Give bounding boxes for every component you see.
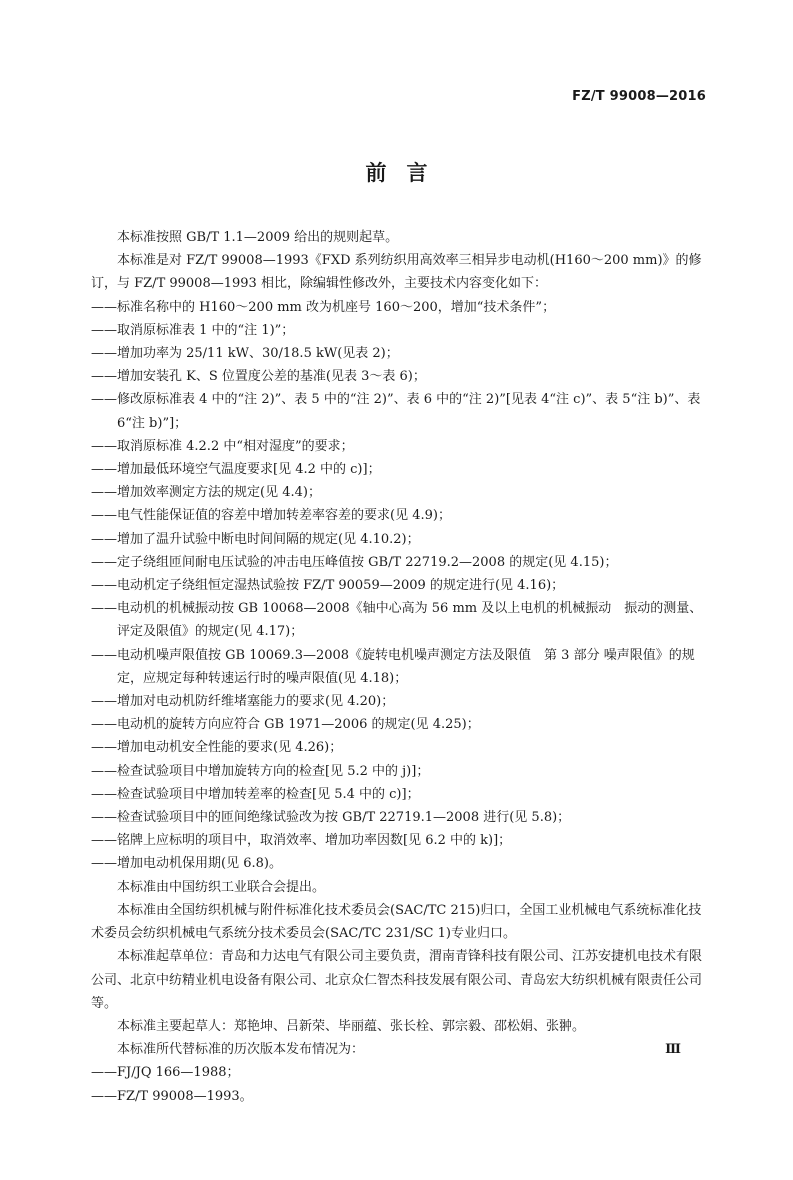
list-item: ——取消原标准表 1 中的“注 1)”； bbox=[91, 322, 295, 338]
list-item: ——检查试验项目中的匝间绝缘试验改为按 GB/T 22719.1—2008 进行(见 5.8)； bbox=[91, 810, 571, 826]
list-item: ——电动机的机械振动按 GB 10068—2008《轴中心高为 56 mm 及以上电机的机械振动 振动的测量、评定及限值》的规定(见 4.17)； bbox=[91, 601, 703, 640]
body-paragraph: 本标准起草单位：青岛和力达电气有限公司主要负责，渭南青锋科技有限公司、江苏安捷机电技术有限公司、北京中纺精业机电设备有限公司、北京众仁智杰科技发展有限公司、青岛宏大纺织机械有限责任公司等。 bbox=[91, 949, 703, 1011]
list-item: ——电动机定子绕组恒定湿热试验按 FZ/T 90059—2009 的规定进行(见 4.16)； bbox=[91, 578, 565, 594]
list-item: ——增加安装孔 K、S 位置度公差的基准(见表 3～表 6)； bbox=[91, 369, 426, 385]
page-title: 前言 bbox=[365, 161, 448, 185]
list-item: ——增加最低环境空气温度要求[见 4.2 中的 c)]； bbox=[91, 462, 381, 478]
body-paragraph: 本标准主要起草人：郑艳坤、吕新荣、毕丽蕴、张长栓、郭宗毅、邵松娟、张翀。 bbox=[117, 1018, 586, 1034]
list-item: ——增加效率测定方法的规定(见 4.4)； bbox=[91, 485, 321, 501]
list-item: ——检查试验项目中增加旋转方向的检查[见 5.2 中的 j)]； bbox=[91, 763, 430, 779]
intro-paragraph: 本标准是对 FZ/T 99008—1993《FXD 系列纺织用高效率三相异步电动机(H160～200 mm)》的修订，与 FZ/T 99008—1993 相比，除编辑性修改外，主要技术内容变化如下： bbox=[91, 253, 702, 292]
list-item: ——增加对电动机防纤维堵塞能力的要求(见 4.20)； bbox=[91, 694, 395, 710]
list-item: ——电动机噪声限值按 GB 10069.3—2008《旋转电机噪声测定方法及限值 第 3 部分 噪声限值》的规定，应规定每种转速运行时的噪声限值(见 4.18)； bbox=[91, 647, 695, 686]
list-item: ——增加电动机安全性能的要求(见 4.26)； bbox=[91, 740, 343, 756]
page-number: Ⅲ bbox=[665, 1042, 681, 1057]
list-item: ——铭牌上应标明的项目中，取消效率、增加功率因数[见 6.2 中的 k)]； bbox=[91, 833, 512, 849]
list-item: ——修改原标准表 4 中的“注 2)”、表 5 中的“注 2)”、表 6 中的“注 2)”[见表 4“注 c)”、表 5“注 b)”、表 6“注 b)”]； bbox=[91, 392, 701, 431]
body-paragraph: 本标准由全国纺织机械与附件标准化技术委员会(SAC/TC 215)归口，全国工业机械电气系统标准化技术委员会纺织机械电气系统分技术委员会(SAC/TC 231/SC 1)专业归口。 bbox=[91, 902, 702, 942]
list-item: ——FJ/JQ 166—1988； bbox=[91, 1065, 240, 1081]
list-item: ——FZ/T 99008—1993。 bbox=[91, 1088, 253, 1104]
standard-code: FZ/T 99008—2016 bbox=[572, 89, 706, 104]
intro-paragraph: 本标准按照 GB/T 1.1—2009 给出的规则起草。 bbox=[117, 230, 399, 245]
list-item: ——增加电动机保用期(见 6.8)。 bbox=[91, 856, 282, 872]
body-paragraph: 本标准由中国纺织工业联合会提出。 bbox=[117, 879, 326, 895]
list-item: ——取消原标准 4.2.2 中“相对湿度”的要求； bbox=[91, 438, 354, 454]
list-item: ——增加功率为 25/11 kW、30/18.5 kW(见表 2)； bbox=[91, 346, 399, 362]
changes-list bbox=[91, 296, 703, 876]
list-item: ——标准名称中的 H160～200 mm 改为机座号 160～200，增加“技术条件”； bbox=[91, 299, 556, 315]
document-body bbox=[91, 226, 703, 1108]
list-item: ——检查试验项目中增加转差率的检查[见 5.4 中的 c)]； bbox=[91, 786, 420, 802]
list-item: ——定子绕组匝间耐电压试验的冲击电压峰值按 GB/T 22719.2—2008 的规定(见 4.15)； bbox=[91, 554, 618, 570]
body-paragraph: 本标准所代替标准的历次版本发布情况为： bbox=[117, 1042, 365, 1058]
list-item: ——电动机的旋转方向应符合 GB 1971—2006 的规定(见 4.25)； bbox=[91, 717, 480, 733]
list-item: ——电气性能保证值的容差中增加转差率容差的要求(见 4.9)； bbox=[91, 508, 451, 524]
list-item: ——增加了温升试验中断电时间间隔的规定(见 4.10.2)； bbox=[91, 531, 420, 547]
history-list bbox=[91, 1061, 703, 1107]
